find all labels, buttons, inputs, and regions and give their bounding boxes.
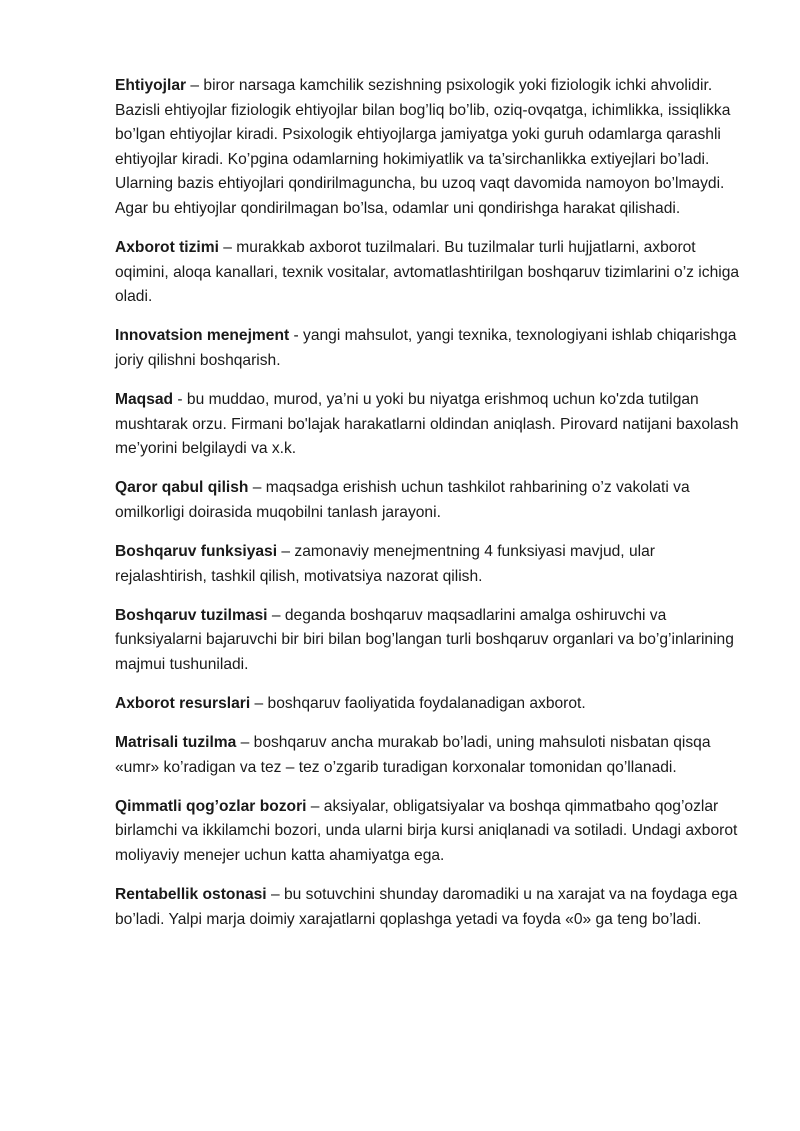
entry-term: Maqsad	[115, 391, 174, 409]
glossary-entry-maqsad	[115, 388, 745, 462]
entry-term: Ehtiyojlar	[115, 77, 187, 94]
glossary-entry-axborot-resurslari	[115, 692, 745, 717]
entry-definition: – murakkab axborot tuzilmalari. Bu tuzilmalar turli hujjatlarni, axborot oqimini, aloqa kanallari, texnik vositalar, avtomatlashtirilgan boshqaruv tizimlarini o’z ichiga oladi.	[115, 239, 740, 306]
glossary-entry-matrisali-tuzilma	[115, 731, 745, 780]
entry-term: Axborot resurslari	[115, 694, 251, 712]
glossary-entry-boshqaruv-tuzilmasi	[115, 604, 745, 678]
glossary-entry-rentabellik-ostonasi	[115, 883, 745, 932]
entry-definition: – zamonaviy menejmentning 4 funksiyasi mavjud, ular rejalashtirish, tashkil qilish, motivatsiya nazorat qilish.	[115, 543, 655, 585]
entry-definition: – bu sotuvchini shunday daromadiki u na xarajat va na foydaga ega bo’ladi. Yalpi marja doimiy xarajatlarni qoplashga yetadi va foyda «0» ga teng bo’ladi.	[115, 886, 738, 928]
entry-term: Boshqaruv funksiyasi	[115, 543, 278, 560]
entry-definition: - yangi mahsulot, yangi texnika, texnologiyani ishlab chiqarishga joriy qilishni boshqarish.	[115, 327, 737, 369]
entry-definition: – aksiyalar, obligatsiyalar va boshqa qimmatbaho qog’ozlar birlamchi va ikkilamchi bozori, unda ularni birja kursi aniqlanadi va sotiladi. Undagi axborot moliyaviy menejer uchun katta ahamiyatga ega.	[115, 797, 738, 864]
entry-definition: – maqsadga erishish uchun tashkilot rahbarining o’z vakolati va omilkorligi doirasida muqobilni tanlash jarayoni.	[115, 479, 690, 521]
entry-term: Axborot tizimi	[115, 239, 219, 257]
entry-definition: – biror narsaga kamchilik sezishning psixologik yoki fiziologik ichki ahvolidir. Bazisli ehtiyojlar fiziologik ehtiyojlar bilan bog’liq bo’lib, oziq-ovqatga, ichimlikka, issiqlikka bo’lgan ehtiyojlar kiradi. Psixologik ehtiyojlarga jamiyatga yoki guruh odamlarga qarashli ehtiyojlar kiradi. Ko’pgina odamlarning hokimiyatlik va ta’sirchanlikka extiyejlari bo’ladi. Ularning bazis ehtiyojlari qondirilmaguncha, bu uzoq vaqt davomida namoyon bo’lmaydi. Agar bu ehtiyojlar qondirilmagan bo’lsa, odamlar uni qondirishga harakat qilishadi.	[115, 77, 731, 217]
entry-term: Rentabellik ostonasi	[115, 886, 267, 904]
entry-definition: – boshqaruv faoliyatida foydalanadigan axborot.	[250, 694, 586, 712]
entry-definition: – boshqaruv ancha murakab bo’ladi, uning mahsuloti nisbatan qisqa «umr» ko’radigan va tez – tez o’zgarib turadigan korxonalar tomonidan qo’llanadi.	[115, 734, 711, 776]
entry-term: Qimmatli qog’ozlar bozori	[115, 797, 307, 815]
glossary-entry-axborot-tizimi	[115, 236, 745, 310]
entry-term: Boshqaruv tuzilmasi	[115, 606, 268, 624]
entry-definition: – deganda boshqaruv maqsadlarini amalga oshiruvchi va funksiyalarni bajaruvchi bir biri bilan bog’langan turli boshqaruv organlari va bo’g’inlarining majmui tushuniladi.	[115, 606, 734, 673]
glossary-entry-qaror-qabul-qilish	[115, 476, 745, 525]
glossary-entry-qimmatli-qogozlar-bozori	[115, 795, 745, 869]
entry-term: Innovatsion menejment	[115, 327, 290, 345]
entry-term: Matrisali tuzilma	[115, 734, 237, 752]
glossary-entry-boshqaruv-funksiyasi	[115, 540, 745, 589]
entry-definition: - bu muddao, murod, ya’ni u yoki bu niyatga erishmoq uchun ko'zda tutilgan mushtarak orzu. Firmani bo'lajak harakatlarni oldindan aniqlash. Pirovard natijani baxolash me’yorini belgilaydi va x.k.	[115, 391, 739, 458]
glossary-entry-innovatsion-menejment	[115, 324, 745, 373]
entry-term: Qaror qabul qilish	[115, 479, 249, 497]
glossary-entry-ehtiyojlar	[115, 74, 745, 222]
